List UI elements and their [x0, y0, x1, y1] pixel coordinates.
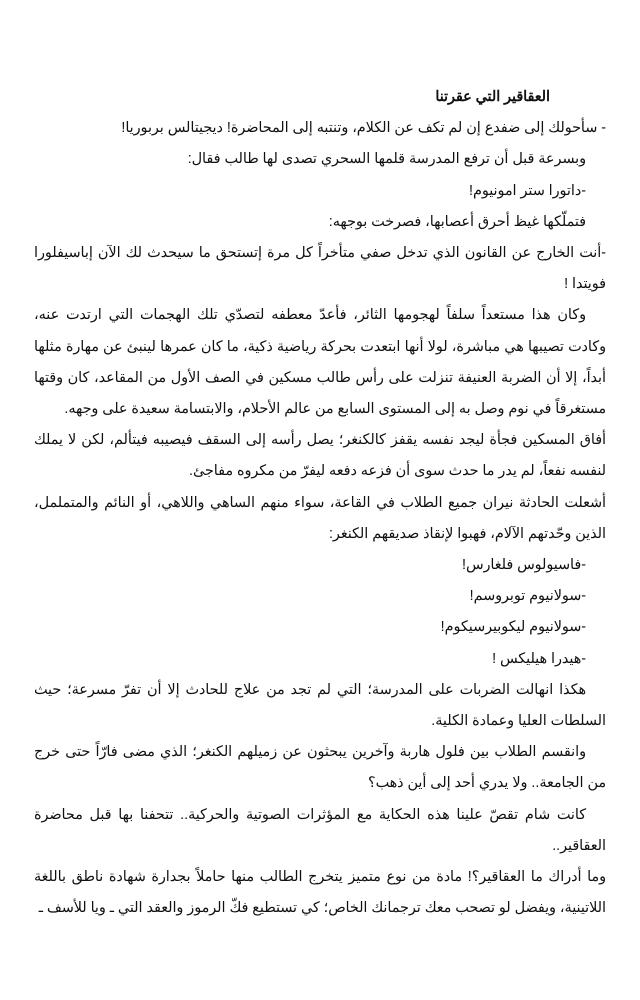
paragraph: وكان هذا مستعداً سلفاً لهجومها الثائر، فأعدّ معطفه لتصدّي تلك الهجمات التي ارتدت عنه، وكادت تصيبها هي مباشرة، لولا أنها ابتعدت بحركة رياضية ذكية، ما كان عمرها لينبئ عن مهارة مثلها أبداً، إلا أن الضربة العنيفة تنزلت على رأس طالب مسكين في الصف الأول من المقاعد، كان وقتها مستغرقاً في نوم وصل به إلى المستوى السابع من عالم الأحلام، والابتسامة سعيدة على وجهه. — [34, 307, 606, 418]
paragraph: فتملّكها غيظ أحرق أعصابها، فصرخت بوجهه: — [328, 213, 586, 230]
paragraph: وانقسم الطلاب بين فلول هاربة وآخرين يبحثون عن زميلهم الكنغر؛ الذي مضى فارّاً حتى خرج من الجامعة.. ولا يدري أحد إلى أين ذهب؟ — [34, 744, 606, 792]
dialogue-line: -داتورا ستر امونيوم! — [469, 182, 586, 199]
dialogue-line: -هيدرا هيليكس ! — [492, 650, 586, 667]
paragraph: - سأحولك إلى ضفدع إن لم تكف عن الكلام، وتنتبه إلى المحاضرة! ديجيتالس بربوريا! — [121, 120, 606, 137]
paragraph: أفاق المسكين فجأة ليجد نفسه يقفز كالكنغر؛ يصل رأسه إلى السقف فيصيبه فيتألم، لكن لا يملك لنفسه نفعاً، لم يدر ما حدث سوى أن فزعه دفعه ليفرّ من مكروه مفاجئ. — [34, 432, 606, 480]
paragraph: وبسرعة قبل أن ترفع المدرسة قلمها السحري تصدى لها طالب فقال: — [187, 151, 586, 168]
dialogue-line: -سولانيوم توبروسم! — [469, 588, 586, 605]
dialogue-line: -أنت الخارج عن القانون الذي تدخل صفي متأخراً كل مرة إتستحق ما سيحدث لك الآن إباسيفلورا فويتدا ! — [34, 245, 606, 293]
paragraph: كانت شام تقصّ علينا هذه الحكاية مع المؤثرات الصوتية والحركية.. تتحفنا بها قبل محاضرة العقاقير.. — [34, 806, 606, 854]
paragraph: هكذا انهالت الضربات على المدرسة؛ التي لم تجد من علاج للحادث إلا أن تفرّ مسرعة؛ حيث السلطات العليا وعمادة الكلية. — [34, 681, 606, 730]
paragraph: أشعلت الحادثة نيران جميع الطلاب في القاعة، سواء منهم الساهي واللاهي، أو النائم والمتململ، الذين وحّدتهم الآلام، فهبوا لإنقاذ صديقهم الكنغر: — [34, 494, 606, 542]
dialogue-line: -فاسيولوس فلغارس! — [462, 557, 586, 574]
document-page — [34, 82, 606, 924]
document-title: العقاقير التي عقرتنا — [435, 89, 550, 105]
paragraph: وما أدراك ما العقاقير؟! مادة من نوع متميز يتخرج الطالب منها حاملاً بجدارة شهادة ناطق باللغة اللاتينية، ويفضل لو تصحب معك ترجمانك الخاص؛ كي تستطيع فكّ الرموز والعقد التي ـ ويا للأسف ـ — [34, 869, 606, 917]
dialogue-line: -سولانيوم ليكوبيرسيكوم! — [440, 619, 586, 636]
